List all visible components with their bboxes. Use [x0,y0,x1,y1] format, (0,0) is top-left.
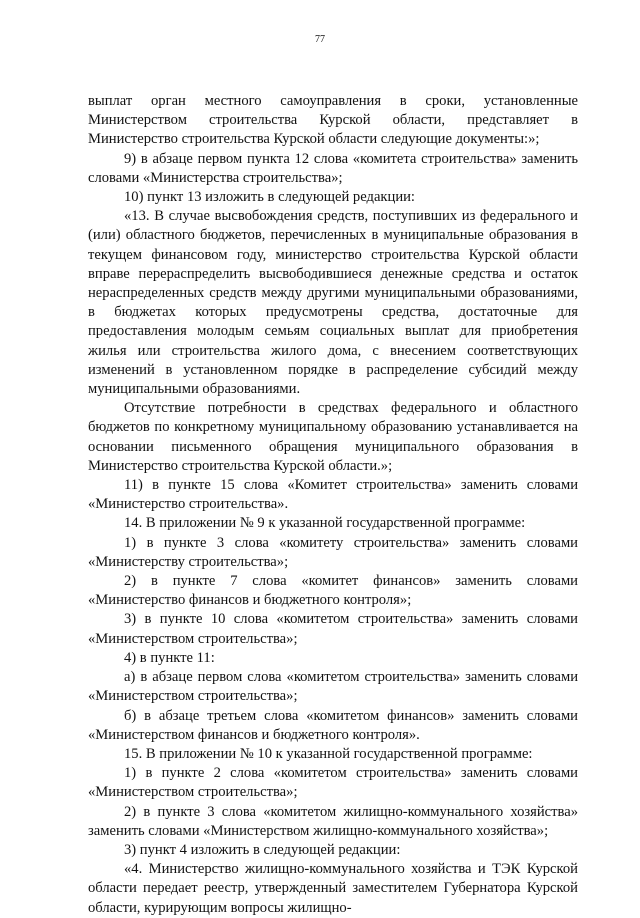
paragraph-clause-13: «13. В случае высвобождения средств, поступивших из федерального и (или) областного бюджетов, перечисленных в муниципальные образования в текущем финансовом году, министерство строительства Курской области вправе перераспределить высвободившиеся денежные средства и остаток нераспределенных средств между другими муниципальными образованиями, в бюджетах которых предусмотрены средства, достаточные для предоставления молодым семьям социальных выплат для приобретения жилья или строительства жилого дома, с внесением соответствующих изменений в установленном порядке в распределение субсидий между муниципальными образованиями. [88,208,578,398]
paragraph-14-item-2: 2) в пункте 7 слова «комитет финансов» заменить словами «Министерство финансов и бюджетного контроля»; [88,573,578,609]
paragraph-15-item-1: 1) в пункте 2 слова «комитетом строительства» заменить словами «Министерством строительства»; [88,765,578,801]
paragraph-section-15: 15. В приложении № 10 к указанной государственной программе: [124,745,533,762]
paragraph-clause-4: «4. Министерство жилищно-коммунального хозяйства и ТЭК Курской области передает реестр, утвержденный заместителем Губернатора Курской области, курирующим вопросы жилищно- [88,861,578,916]
paragraph-15-item-2: 2) в пункте 3 слова «комитетом жилищно-коммунального хозяйства» заменить словами «Министерством жилищно-коммунального хозяйства»; [88,803,578,839]
paragraph-item-9: 9) в абзаце первом пункта 12 слова «комитета строительства» заменить словами «Министерства строительства»; [88,150,578,186]
paragraph-item-10: 10) пункт 13 изложить в следующей редакции: [124,189,415,206]
paragraph-14-item-4a: а) в абзаце первом слова «комитетом строительства» заменить словами «Министерством строительства»; [88,669,578,705]
paragraph-14-item-4b: б) в абзаце третьем слова «комитетом финансов» заменить словами «Министерством финансов и бюджетного контроля». [88,707,578,743]
paragraph-continuation: выплат орган местного самоуправления в сроки, установленные Министерством строительства Курской области, представляет в Министерство строительства Курской области следующие документы:»; [88,93,578,148]
page-number: 77 [315,34,325,45]
paragraph-section-14: 14. В приложении № 9 к указанной государственной программе: [124,515,526,532]
paragraph-14-item-4: 4) в пункте 11: [124,649,215,666]
paragraph-budget-need: Отсутствие потребности в средствах федерального и областного бюджетов по конкретному муниципальному образованию устанавливается на основании письменного обращения муниципального образования в Министерство строительства Курской области.»; [88,400,578,474]
paragraph-item-11: 11) в пункте 15 слова «Комитет строительства» заменить словами «Министерство строительства». [88,477,578,513]
paragraph-15-item-3: 3) пункт 4 изложить в следующей редакции: [124,841,401,858]
paragraph-14-item-3: 3) в пункте 10 слова «комитетом строительства» заменить словами «Министерством строительства»; [88,611,578,647]
document-body [88,92,578,918]
paragraph-14-item-1: 1) в пункте 3 слова «комитету строительства» заменить словами «Министерству строительства»; [88,534,578,570]
